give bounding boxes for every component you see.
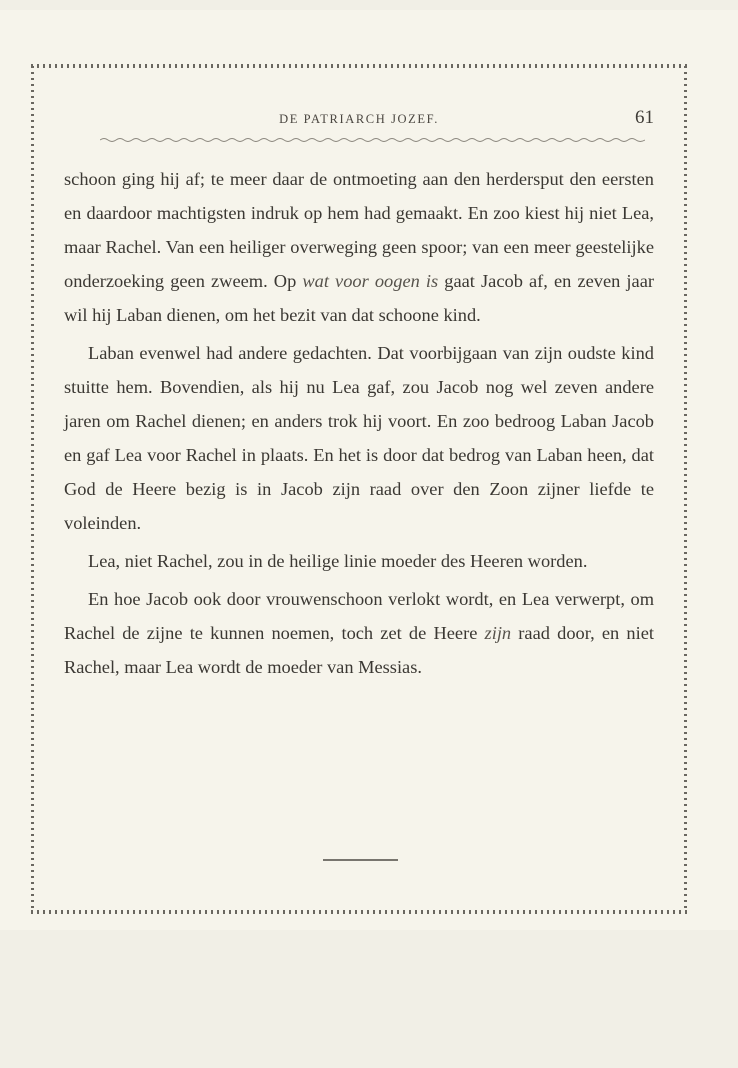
- dotted-border-bottom: [31, 910, 687, 914]
- running-title: DE PATRIARCH JOZEF.: [279, 112, 439, 126]
- paragraph-1: schoon ging hij af; te meer daar de ontmoeting aan den herdersput den eersten en daardoor machtigsten indruk op hem had gemaakt. En zoo kiest hij niet Lea, maar Rachel. Van een heiliger overweging geen spoor; van een meer geestelijke onderzoeking geen zweem. Op wat voor oogen is gaat Jacob af, en zeven jaar wil hij Laban dienen, om het bezit van dat schoone kind.: [64, 169, 654, 325]
- closing-rule: [323, 859, 398, 861]
- dotted-border-left: [31, 66, 34, 912]
- italic-word: zijn: [484, 623, 512, 643]
- paragraph-2: Laban evenwel had andere gedachten. Dat voorbijgaan van zijn oudste kind stuitte hem. Bovendien, als hij nu Lea gaf, zou Jacob nog wel zeven andere jaren om Rachel dienen; en anders trok hij voort. En zoo bedroog Laban Jacob en gaf Lea voor Rachel in plaats. En het is door dat bedrog van Laban heen, dat God de Heere bezig is in Jacob zijn raad over den Zoon zijner liefde te voleinden.: [64, 343, 654, 533]
- paragraph-3: Lea, niet Rachel, zou in de heilige linie moeder des Heeren worden.: [88, 551, 588, 571]
- italic-phrase: wat voor oogen is: [302, 271, 439, 291]
- page-number: 61: [635, 107, 654, 128]
- paragraph-4: En hoe Jacob ook door vrouwenschoon verlokt wordt, en Lea verwerpt, om Rachel de zijne te kunnen noemen, toch zet de Heere zijn raad door, en niet Rachel, maar Lea wordt de moeder van Messias.: [64, 589, 654, 677]
- running-head: [64, 102, 654, 130]
- dotted-border-top: [31, 64, 687, 68]
- body-text: [64, 162, 654, 684]
- wavy-header-rule: [100, 136, 645, 144]
- dotted-border-right: [684, 66, 687, 912]
